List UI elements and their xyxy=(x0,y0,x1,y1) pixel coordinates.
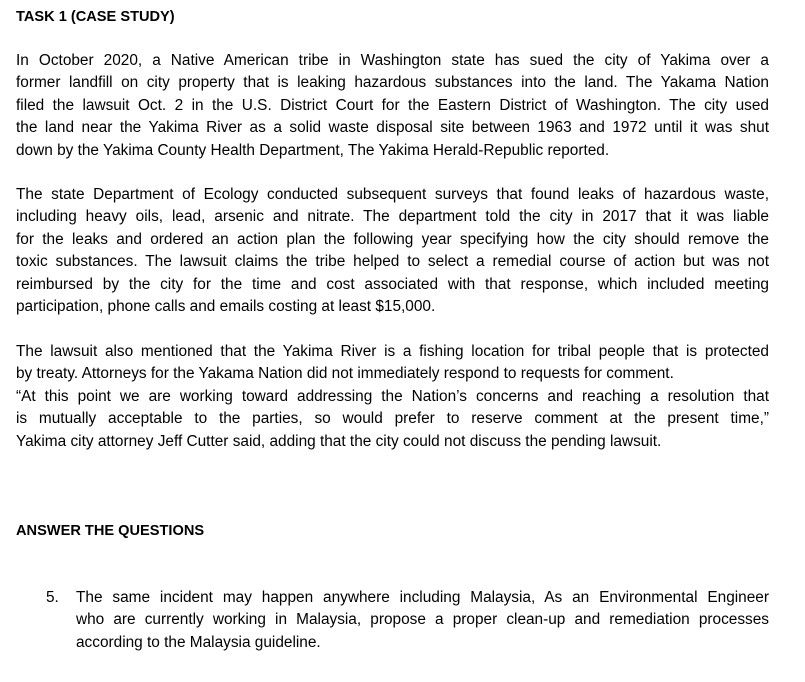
paragraph-line: the land near the Yakima River as a solid waste disposal site between 1963 and 1972 until it was shut xyxy=(16,119,769,137)
paragraph-line: by treaty. Attorneys for the Yakama Nation did not immediately respond to requests for comment. xyxy=(16,365,674,383)
question-line: according to the Malaysia guideline. xyxy=(76,633,321,651)
paragraph-line: The lawsuit also mentioned that the Yakima River is a fishing location for tribal people that is protected xyxy=(16,343,769,360)
paragraph-line: participation, phone calls and emails costing at least $15,000. xyxy=(16,298,436,316)
paragraph-line: “At this point we are working toward addressing the Nation’s concerns and reaching a resolution that xyxy=(16,387,769,405)
answer-heading: ANSWER THE QUESTIONS xyxy=(16,523,205,539)
paragraph-line: including heavy oils, lead, arsenic and nitrate. The department told the city in 2017 that it was liable xyxy=(16,208,769,226)
paragraph-line: toxic substances. The lawsuit claims the tribe helped to select a remedial course of action but was not xyxy=(16,253,769,271)
paragraph-line: The state Department of Ecology conducted subsequent surveys that found leaks of hazardous waste, xyxy=(16,186,769,203)
question-text xyxy=(76,587,769,654)
paragraph-line: Yakima city attorney Jeff Cutter said, adding that the city could not discuss the pending lawsuit. xyxy=(16,432,662,450)
paragraph-line: is mutually acceptable to the parties, so would prefer to reserve comment at the present time,” xyxy=(16,410,769,428)
paragraph-2 xyxy=(16,184,769,318)
paragraph-line: for the leaks and ordered an action plan the following year specifying how the city should remove the xyxy=(16,230,769,248)
paragraph-line: down by the Yakima County Health Department, The Yakima Herald-Republic reported. xyxy=(16,141,610,159)
question-line: who are currently working in Malaysia, propose a proper clean-up and remediation processes xyxy=(76,611,769,629)
paragraph-line: former landfill on city property that is leaking hazardous substances into the land. The Yakama Nation xyxy=(16,74,769,92)
question-number: 5. xyxy=(46,589,59,606)
question-line: The same incident may happen anywhere including Malaysia, As an Environmental Engineer xyxy=(76,589,769,606)
paragraph-1 xyxy=(16,50,769,162)
paragraph-line: In October 2020, a Native American tribe in Washington state has sued the city of Yakima over a xyxy=(16,52,769,69)
paragraph-line: reimbursed by the city for the time and cost associated with that response, which included meeting xyxy=(16,275,769,293)
paragraph-line: filed the lawsuit Oct. 2 in the U.S. District Court for the Eastern District of Washington. The city used xyxy=(16,96,769,114)
task-heading: TASK 1 (CASE STUDY) xyxy=(16,9,175,25)
paragraph-3 xyxy=(16,341,769,453)
